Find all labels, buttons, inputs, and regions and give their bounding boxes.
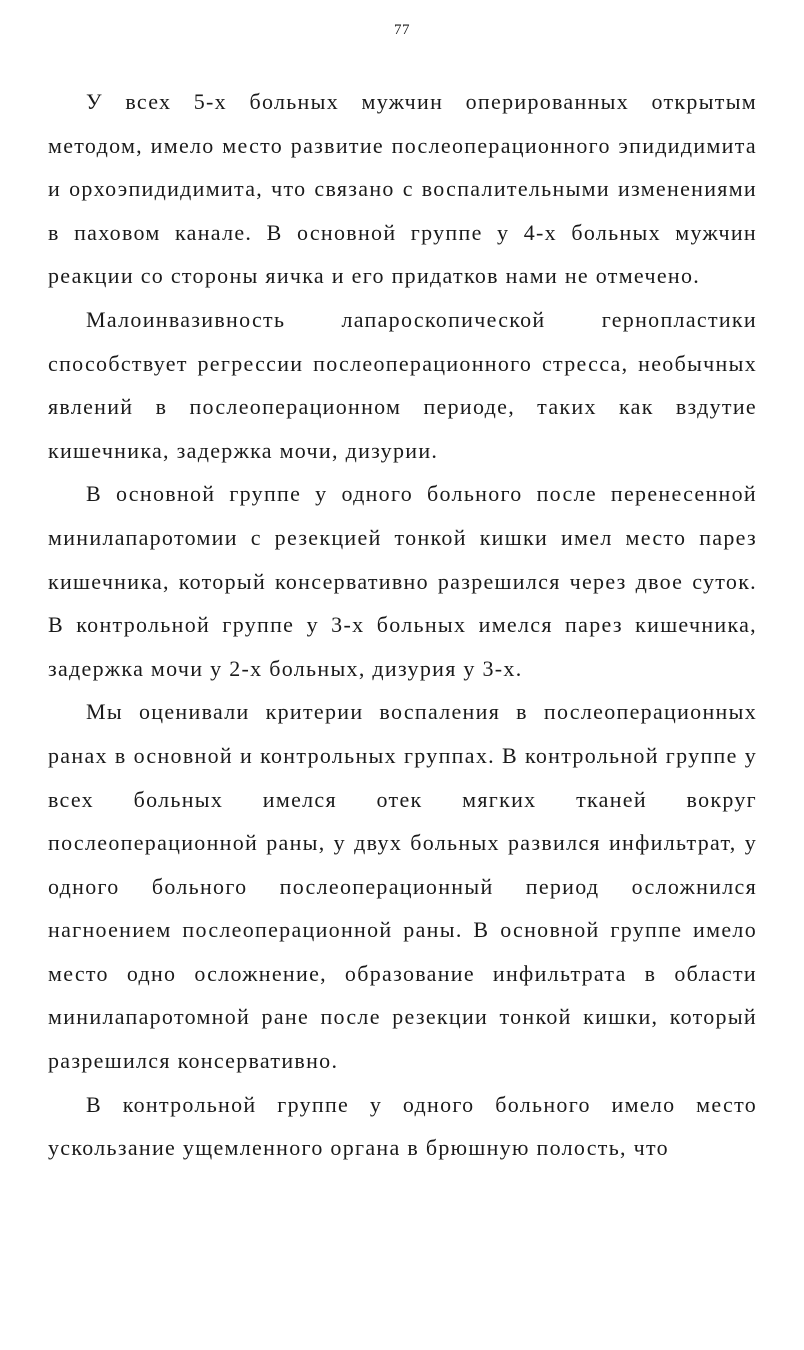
paragraph-1: У всех 5-х больных мужчин оперированных открытым методом, имело место развитие послеоперационного эпидидимита и орхоэпидидимита, что связано с воспалительными изменениями в паховом канале. В основной группе у 4-х больных мужчин реакции со стороны яичка и его придатков нами не отмечено. [48, 89, 757, 289]
paragraph-2: Малоинвазивность лапароскопической гернопластики способствует регрессии послеоперационного стресса, необычных явлений в послеоперационном периоде, таких как вздутие кишечника, задержка мочи, дизурии. [48, 306, 757, 463]
page-number: 77 [394, 22, 410, 38]
body-text [48, 80, 757, 1170]
paragraph-5: В контрольной группе у одного больного имело место ускользание ущемленного органа в брюшную полость, что [48, 1091, 757, 1161]
paragraph-3: В основной группе у одного больного после перенесенной минилапаротомии с резекцией тонкой кишки имел место парез кишечника, который консервативно разрешился через двое суток. В контрольной группе у 3-х больных имелся парез кишечника, задержка мочи у 2-х больных, дизурия у 3-х. [48, 481, 757, 681]
paragraph-4: Мы оценивали критерии воспаления в послеоперационных ранах в основной и контрольных группах. В контрольной группе у всех больных имелся отек мягких тканей вокруг послеоперационной раны, у двух больных развился инфильтрат, у одного больного послеоперационный период осложнился нагноением послеоперационной раны. В основной группе имело место одно осложнение, образование инфильтрата в области минилапаротомной ране после резекции тонкой кишки, который разрешился консервативно. [48, 699, 757, 1074]
